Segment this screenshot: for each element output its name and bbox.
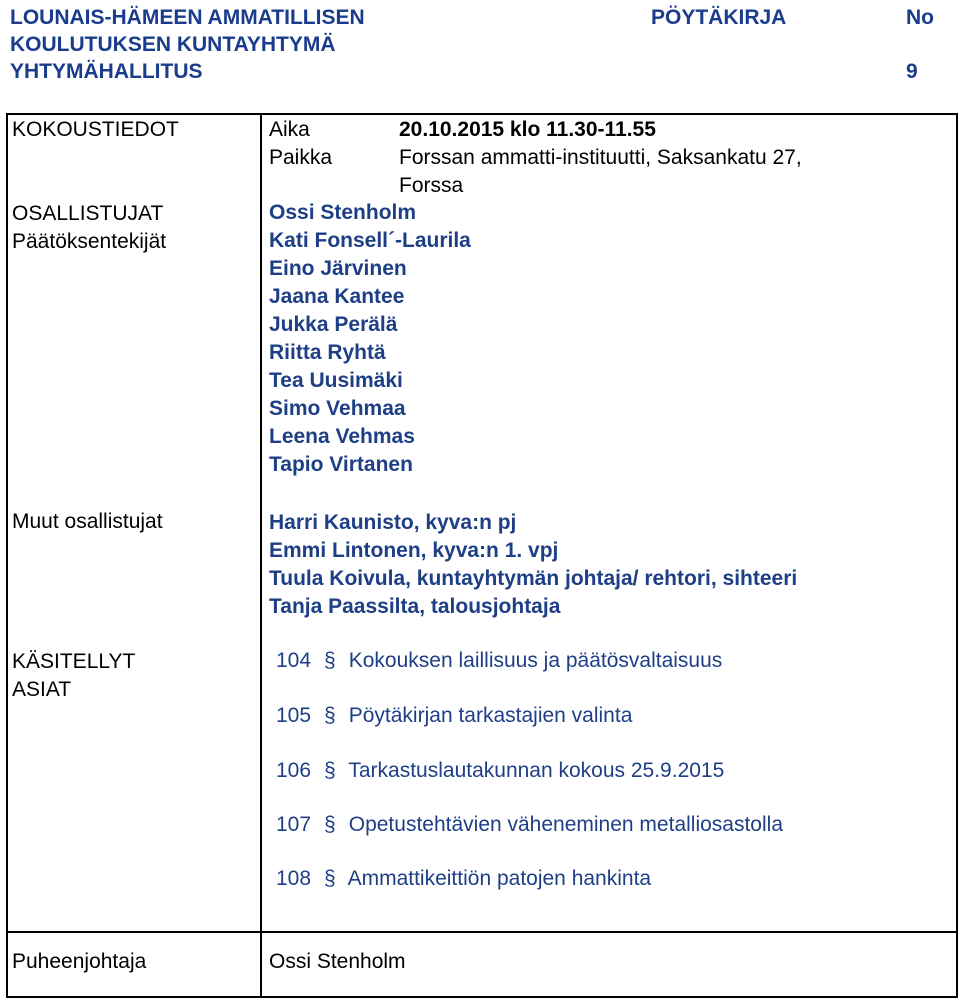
list-item: Simo Vehmaa	[269, 397, 406, 420]
agenda-item-title: Tarkastuslautakunnan kokous 25.9.2015	[348, 759, 725, 782]
place-value-line2: Forssa	[399, 174, 464, 197]
doc-number-value: 9	[906, 60, 918, 83]
agenda-item-number: 104	[276, 649, 312, 672]
list-item: Kati Fonsell´-Laurila	[269, 229, 471, 252]
list-item: Harri Kaunisto, kyva:n pj	[269, 511, 517, 534]
place-label: Paikka	[269, 146, 333, 169]
place-value-line1: Forssan ammatti-instituutti, Saksankatu 27,	[399, 146, 802, 169]
section-sign-icon: §	[324, 867, 336, 890]
agenda-item-105[interactable]	[276, 702, 632, 730]
chair-value: Ossi Stenholm	[269, 950, 406, 973]
agenda-item-number: 105	[276, 704, 312, 727]
agenda-item-106[interactable]	[276, 757, 724, 785]
document-header	[0, 0, 960, 90]
section-sign-icon: §	[324, 813, 336, 836]
doc-type: PÖYTÄKIRJA	[651, 6, 787, 29]
list-item: Ossi Stenholm	[269, 201, 417, 224]
other-participants-label: Muut osallistujat	[12, 510, 163, 533]
agenda-item-108[interactable]	[276, 865, 651, 893]
agenda-item-title: Opetustehtävien väheneminen metalliosastolla	[348, 813, 783, 836]
participants-label: OSALLISTUJAT	[12, 202, 164, 225]
time-value: 20.10.2015 klo 11.30-11.55	[399, 118, 656, 141]
topics-label-line1: KÄSITELLYT	[12, 650, 136, 673]
table-left-border	[6, 113, 8, 998]
table-column-divider	[260, 113, 262, 998]
org-name-line2: KOULUTUKSEN KUNTAYHTYMÄ	[10, 33, 336, 56]
agenda-item-number: 107	[276, 813, 312, 836]
list-item: Jaana Kantee	[269, 285, 405, 308]
decision-makers-label: Päätöksentekijät	[12, 230, 167, 253]
list-item: Jukka Perälä	[269, 313, 398, 336]
agenda-item-104[interactable]	[276, 647, 722, 675]
list-item: Tanja Paassilta, talousjohtaja	[269, 595, 561, 618]
list-item: Eino Järvinen	[269, 257, 407, 280]
list-item: Riitta Ryhtä	[269, 341, 386, 364]
table-right-border	[956, 113, 958, 998]
agenda-item-title: Pöytäkirjan tarkastajien valinta	[348, 704, 633, 727]
list-item: Leena Vehmas	[269, 425, 415, 448]
section-sign-icon: §	[324, 649, 336, 672]
list-item: Tea Uusimäki	[269, 369, 403, 392]
chair-label: Puheenjohtaja	[12, 950, 147, 973]
list-item: Tapio Virtanen	[269, 453, 413, 476]
org-name-line1: LOUNAIS-HÄMEEN AMMATILLISEN	[10, 6, 365, 29]
agenda-item-107[interactable]	[276, 811, 783, 839]
agenda-item-number: 108	[276, 867, 312, 890]
list-item: Tuula Koivula, kuntayhtymän johtaja/ rehtori, sihteeri	[269, 567, 798, 590]
list-item: Emmi Lintonen, kyva:n 1. vpj	[269, 539, 559, 562]
org-name-line3: YHTYMÄHALLITUS	[10, 60, 203, 83]
agenda-item-title: Kokouksen laillisuus ja päätösvaltaisuus	[348, 649, 723, 672]
meeting-info-label: KOKOUSTIEDOT	[12, 118, 179, 141]
doc-number-label: No	[906, 6, 934, 29]
time-label: Aika	[269, 118, 310, 141]
topics-label-line2: ASIAT	[12, 678, 72, 701]
agenda-item-number: 106	[276, 759, 312, 782]
table-bottom-border	[6, 996, 958, 998]
agenda-item-title: Ammattikeittiön patojen hankinta	[347, 867, 652, 890]
table-row-divider	[6, 931, 958, 933]
section-sign-icon: §	[324, 759, 336, 782]
section-sign-icon: §	[324, 704, 336, 727]
